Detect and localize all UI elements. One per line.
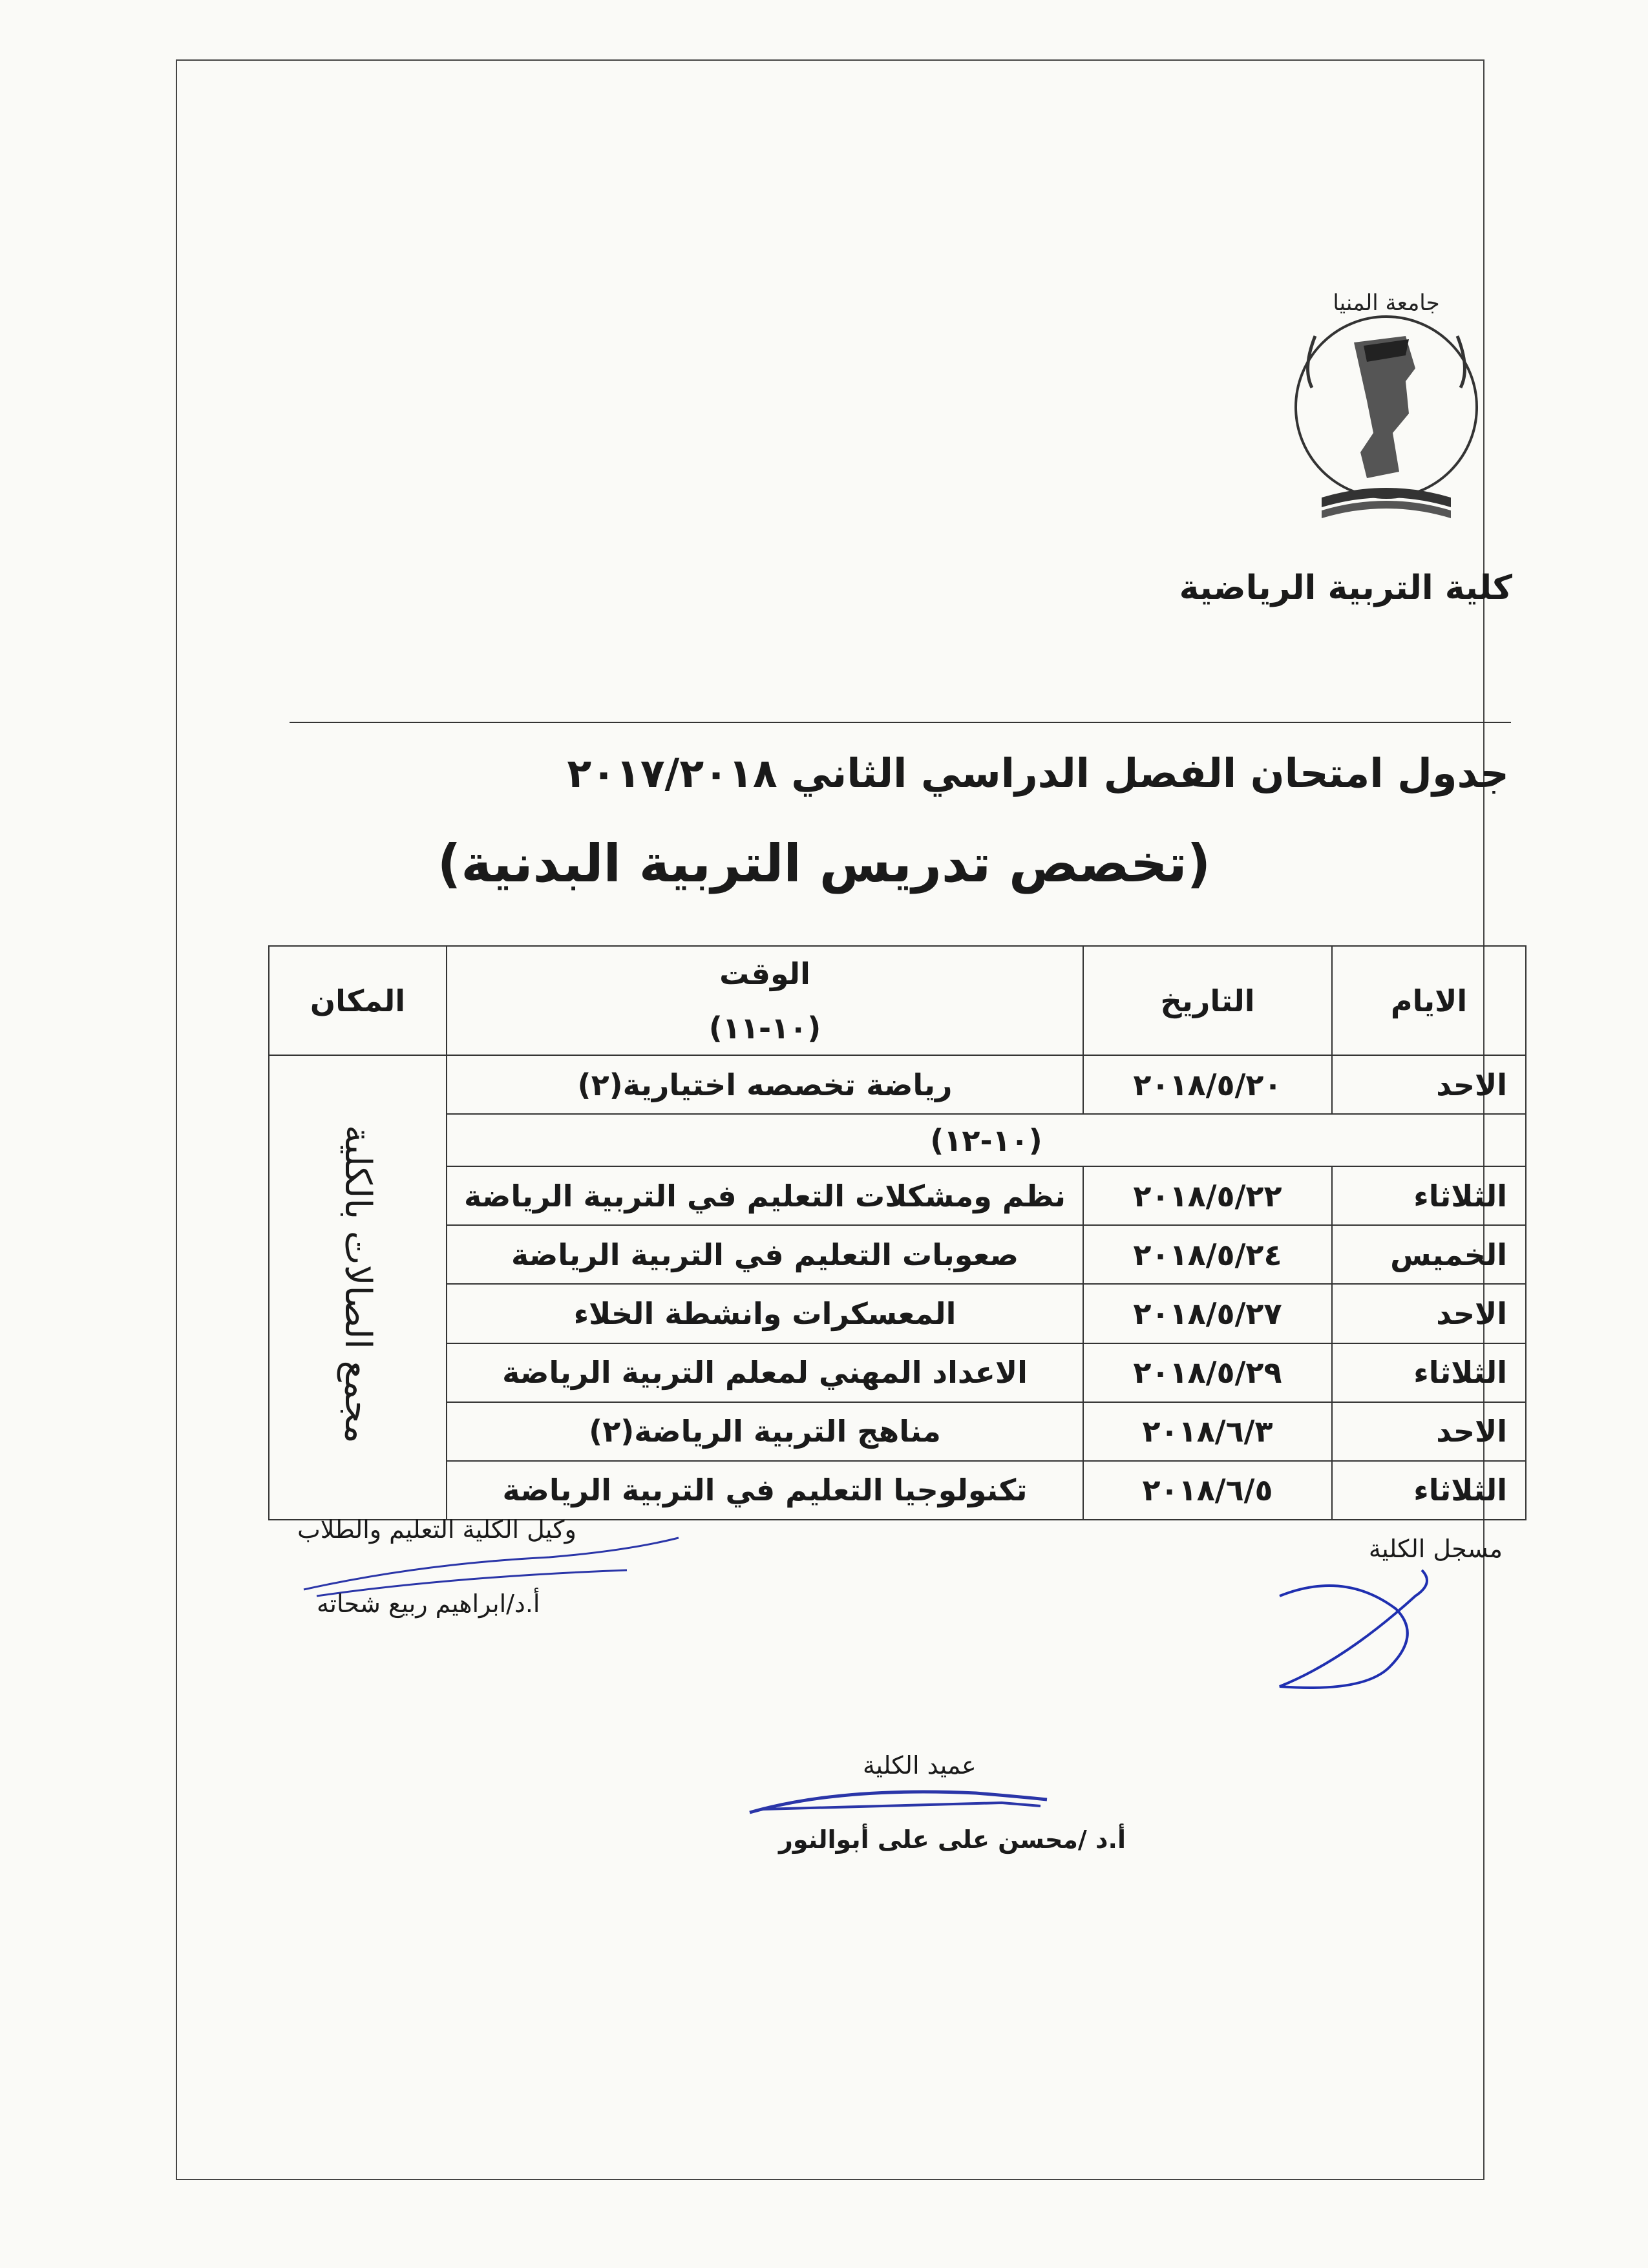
dean-signature — [743, 1774, 1053, 1825]
row-subject: تكنولوجيا التعليم في التربية الرياضة — [447, 1461, 1083, 1520]
table-row — [269, 1055, 1526, 1114]
header-date: التاريخ — [1083, 946, 1332, 1055]
table-row — [269, 1402, 1526, 1461]
row-day: الخميس — [1332, 1225, 1526, 1284]
svg-text:جامعة المنيا: جامعة المنيا — [1333, 290, 1440, 316]
table-row — [269, 1166, 1526, 1225]
row-subject: الاعداد المهني لمعلم التربية الرياضة — [447, 1343, 1083, 1402]
row-date: ٢٠١٨/٥/٢٧ — [1083, 1284, 1332, 1343]
row-date: ٢٠١٨/٥/٢٢ — [1083, 1166, 1332, 1225]
time-slot-row — [269, 1114, 1526, 1166]
row-subject: صعوبات التعليم في التربية الرياضة — [447, 1225, 1083, 1284]
table-row — [269, 1284, 1526, 1343]
row-subject: المعسكرات وانشطة الخلاء — [447, 1284, 1083, 1343]
row-day: الثلاثاء — [1332, 1166, 1526, 1225]
table-header-row — [269, 946, 1526, 1055]
row-date: ٢٠١٨/٥/٢٠ — [1083, 1055, 1332, 1114]
page-subtitle: (تخصص تدريس التربية البدنية) — [437, 834, 1211, 894]
registrar-signature — [1267, 1551, 1474, 1699]
exam-schedule-table — [268, 945, 1527, 1520]
header-time-label: الوقت — [719, 956, 810, 991]
place-cell — [269, 1055, 447, 1520]
row-date: ٢٠١٨/٦/٣ — [1083, 1402, 1332, 1461]
row-subject: رياضة تخصصه اختيارية(٢) — [447, 1055, 1083, 1114]
row-subject: مناهج التربية الرياضة(٢) — [447, 1402, 1083, 1461]
vice-dean-title: وكيل الكلية التعليم والطلاب — [297, 1515, 576, 1544]
registrar-title: مسجل الكلية — [1368, 1535, 1503, 1563]
header-time — [447, 946, 1083, 1055]
row-day: الاحد — [1332, 1402, 1526, 1461]
table-row — [269, 1225, 1526, 1284]
time-slot-1: (١٠-١١) — [708, 1010, 821, 1045]
university-logo — [1276, 284, 1496, 543]
row-day: الثلاثاء — [1332, 1343, 1526, 1402]
time-slot-2: (١٠-١٢) — [447, 1114, 1526, 1166]
row-subject: نظم ومشكلات التعليم في التربية الرياضة — [447, 1166, 1083, 1225]
row-date: ٢٠١٨/٥/٢٤ — [1083, 1225, 1332, 1284]
faculty-name: كلية التربية الرياضية — [1179, 569, 1512, 607]
table-row — [269, 1343, 1526, 1402]
divider — [290, 722, 1511, 723]
header-place: المكان — [269, 946, 447, 1055]
row-day: الثلاثاء — [1332, 1461, 1526, 1520]
page-title: جدول امتحان الفصل الدراسي الثاني ٢٠١٧/٢٠١٨ — [567, 750, 1509, 797]
row-date: ٢٠١٨/٦/٥ — [1083, 1461, 1332, 1520]
dean-title: عميد الكلية — [863, 1751, 977, 1780]
row-day: الاحد — [1332, 1284, 1526, 1343]
header-days: الايام — [1332, 946, 1526, 1055]
place-value: مجمع الصالات بالكلية — [337, 1124, 379, 1444]
row-date: ٢٠١٨/٥/٢٩ — [1083, 1343, 1332, 1402]
row-day: الاحد — [1332, 1055, 1526, 1114]
table-row — [269, 1461, 1526, 1520]
vice-dean-name: أ.د/ابراهيم ربيع شحاته — [317, 1590, 540, 1618]
dean-name: أ.د /محسن على على أبوالنور — [779, 1825, 1126, 1854]
